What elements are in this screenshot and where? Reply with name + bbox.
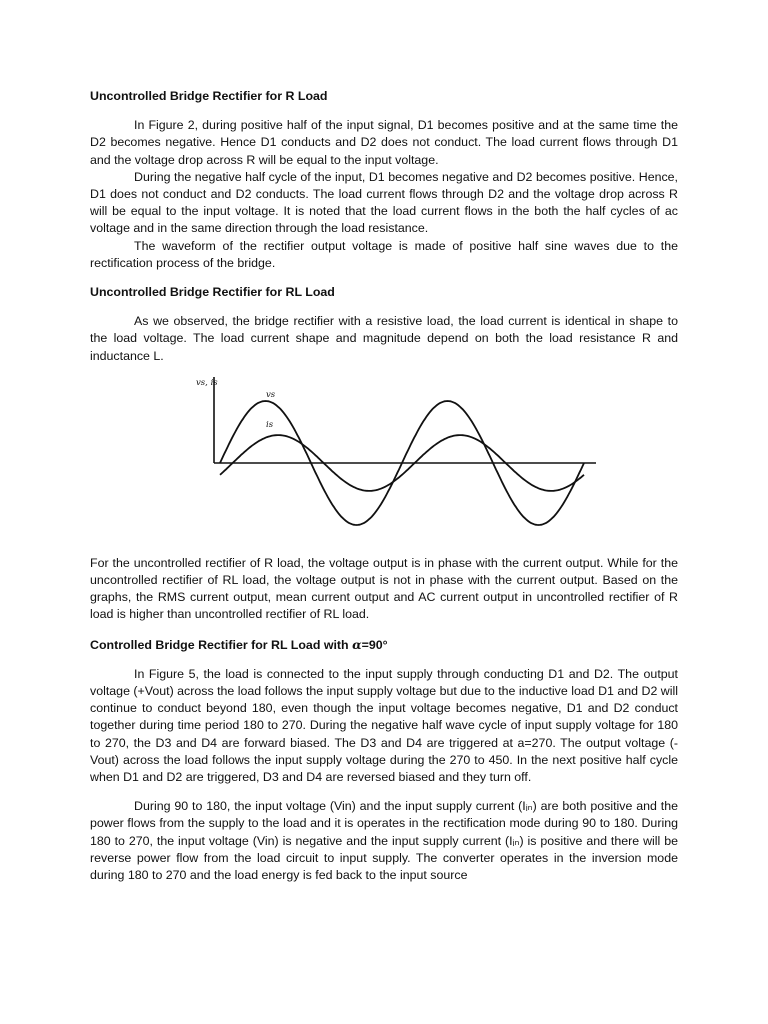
paragraph: In Figure 5, the load is connected to the input supply through conducting D1 and D2. The output voltage (+Vout) across the load follows the input supply voltage but due to the inductive load D1 and D2 will continue to conduct beyond 180, even though the input voltage becomes negative, D1 and D2 conduct together during time period 180 to 270. During the negative half wave cycle of input supply voltage for 180 to 270, the D3 and D4 are forward biased. The D3 and D4 are triggered at a=270. The output voltage (-Vout) across the load follows the input supply voltage during the 270 to 450. In the next positive half cycle when D1 and D2 are triggered, D3 and D4 are reversed biased and they turn off.	[90, 666, 678, 785]
y-axis-label: vs, is	[196, 377, 218, 388]
section-heading-r-load: Uncontrolled Bridge Rectifier for R Load	[90, 89, 328, 103]
alpha-symbol: α	[352, 636, 362, 652]
heading-text: Controlled Bridge Rectifier for RL Load with	[90, 637, 353, 652]
waveform-figure	[90, 371, 678, 549]
section-heading-controlled	[90, 636, 678, 654]
heading-text: =90°	[361, 637, 388, 652]
document-page	[90, 88, 678, 884]
section-heading-rl-load: Uncontrolled Bridge Rectifier for RL Load	[90, 285, 335, 300]
paragraph: As we observed, the bridge rectifier with a resistive load, the load current is identical in shape to the load voltage. The load current shape and magnitude depend on both the load resistance R and inductance L.	[90, 314, 678, 363]
paragraph: For the uncontrolled rectifier of R load, the voltage output is in phase with the current output. While for the uncontrolled rectifier of RL load, the voltage output is not in phase with the current output. Based on the graphs, the RMS current output, mean current output and AC current output in uncontrolled rectifier of R load is higher than uncontrolled rectifier of RL load.	[90, 555, 678, 622]
paragraph: In Figure 2, during positive half of the input signal, D1 becomes positive and at the same time the D2 becomes negative. Hence D1 conducts and D2 does not conduct. The load current flows through D1 and the voltage drop across R will be equal to the input voltage.	[90, 118, 678, 167]
paragraph: The waveform of the rectifier output voltage is made of positive half sine waves due to the rectification process of the bridge.	[90, 238, 678, 270]
paragraph: During 90 to 180, the input voltage (Vin) and the input supply current (Iᵢₙ) are both positive and the power flows from the supply to the load and it is operates in the rectification mode during 90 to 180. During 180 to 270, the input voltage (Vin) is negative and the input supply current (Iᵢₙ) is positive and there will be reverse power flow from the load circuit to input supply. The converter operates in the inversion mode during 180 to 270 and the load energy is fed back to the input source	[90, 799, 678, 883]
waveform-plot	[190, 371, 610, 541]
is-label: is	[266, 419, 274, 430]
paragraph: During the negative half cycle of the input, D1 becomes negative and D2 becomes positive. Hence, D1 does not conduct and D2 conducts. The load current flows through D2 and the voltage drop across R will be equal to the input voltage. It is noted that the load current flows in the both the half cycles of ac voltage and in the same direction through the load resistance.	[90, 169, 678, 236]
vs-label: vs	[266, 389, 276, 400]
